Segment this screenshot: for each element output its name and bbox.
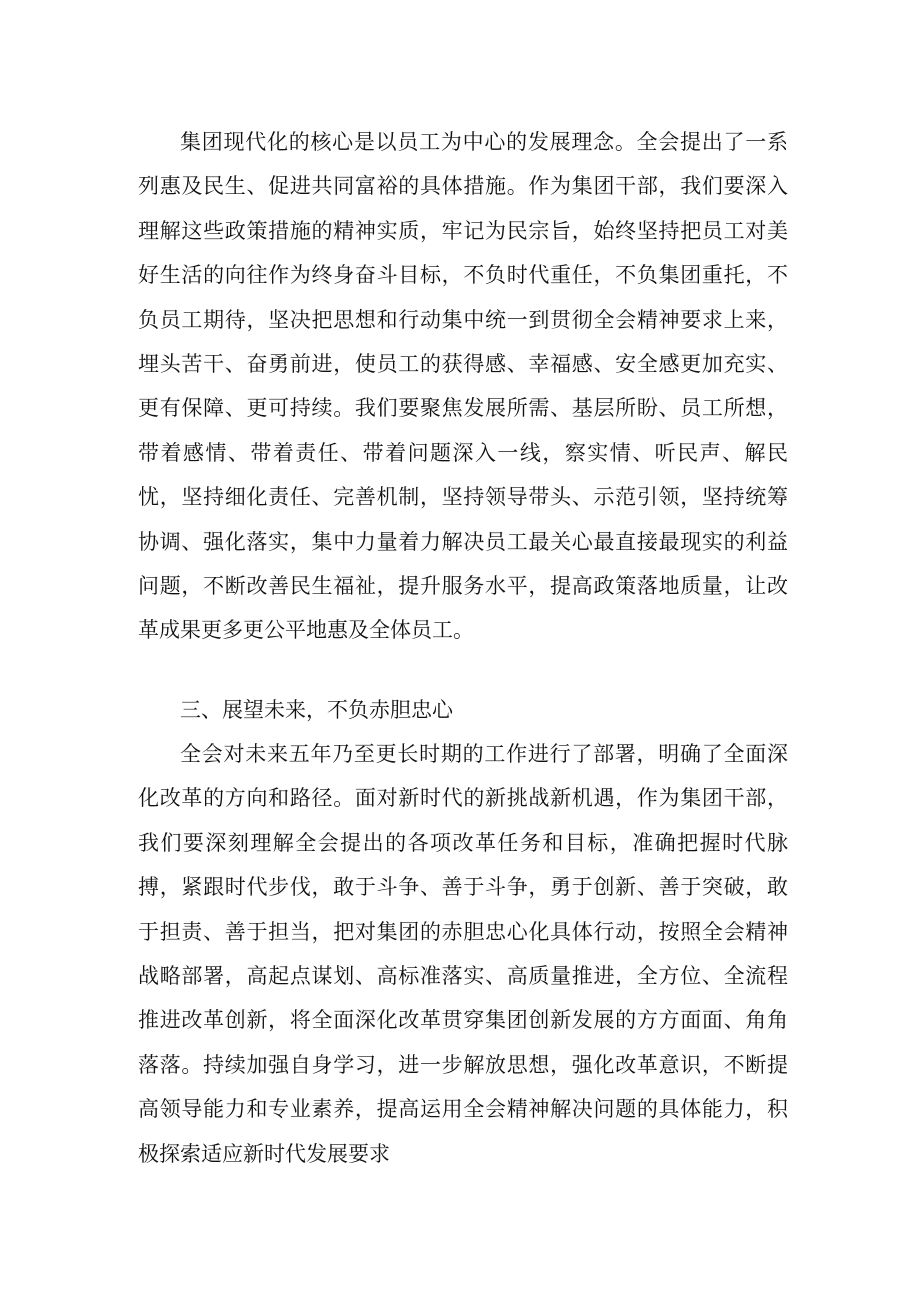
body-text-section-1 xyxy=(138,120,788,653)
section-heading-3: 三、展望未来，不负赤胆忠心 xyxy=(180,698,453,722)
section-heading-block xyxy=(138,688,788,732)
paragraph-employee-centered: 集团现代化的核心是以员工为中心的发展理念。全会提出了一系列惠及民生、促进共同富裕的具体措施。作为集团干部，我们要深入理解这些政策措施的精神实质，牢记为民宗旨，始终坚持把员工对美好生活的向往作为终身奋斗目标，不负时代重任，不负集团重托，不负员工期待，坚决把思想和行动集中统一到贯彻全会精神要求上来，埋头苦干、奋勇前进，使员工的获得感、幸福感、安全感更加充实、更有保障、更可持续。我们要聚焦发展所需、基层所盼、员工所想，带着感情、带着责任、带着问题深入一线，察实情、听民声、解民忧，坚持细化责任、完善机制，坚持领导带头、示范引领，坚持统筹协调、强化落实，集中力量着力解决员工最关心最直接最现实的利益问题，不断改善民生福祉，提升服务水平，提高政策落地质量，让改革成果更多更公平地惠及全体员工。 xyxy=(138,130,788,643)
body-text-section-3 xyxy=(138,732,788,1176)
paragraph-future-outlook: 全会对未来五年乃至更长时期的工作进行了部署，明确了全面深化改革的方向和路径。面对新时代的新挑战新机遇，作为集团干部，我们要深刻理解全会提出的各项改革任务和目标，准确把握时代脉搏，紧跟时代步伐，敢于斗争、善于斗争，勇于创新、善于突破，敢于担责、善于担当，把对集团的赤胆忠心化具体行动，按照全会精神战略部署，高起点谋划、高标准落实、高质量推进，全方位、全流程推进改革创新，将全面深化改革贯穿集团创新发展的方方面面、角角落落。持续加强自身学习，进一步解放思想，强化改革意识，不断提高领导能力和专业素养，提高运用全会精神解决问题的具体能力，积极探索适应新时代发展要求 xyxy=(138,742,788,1166)
